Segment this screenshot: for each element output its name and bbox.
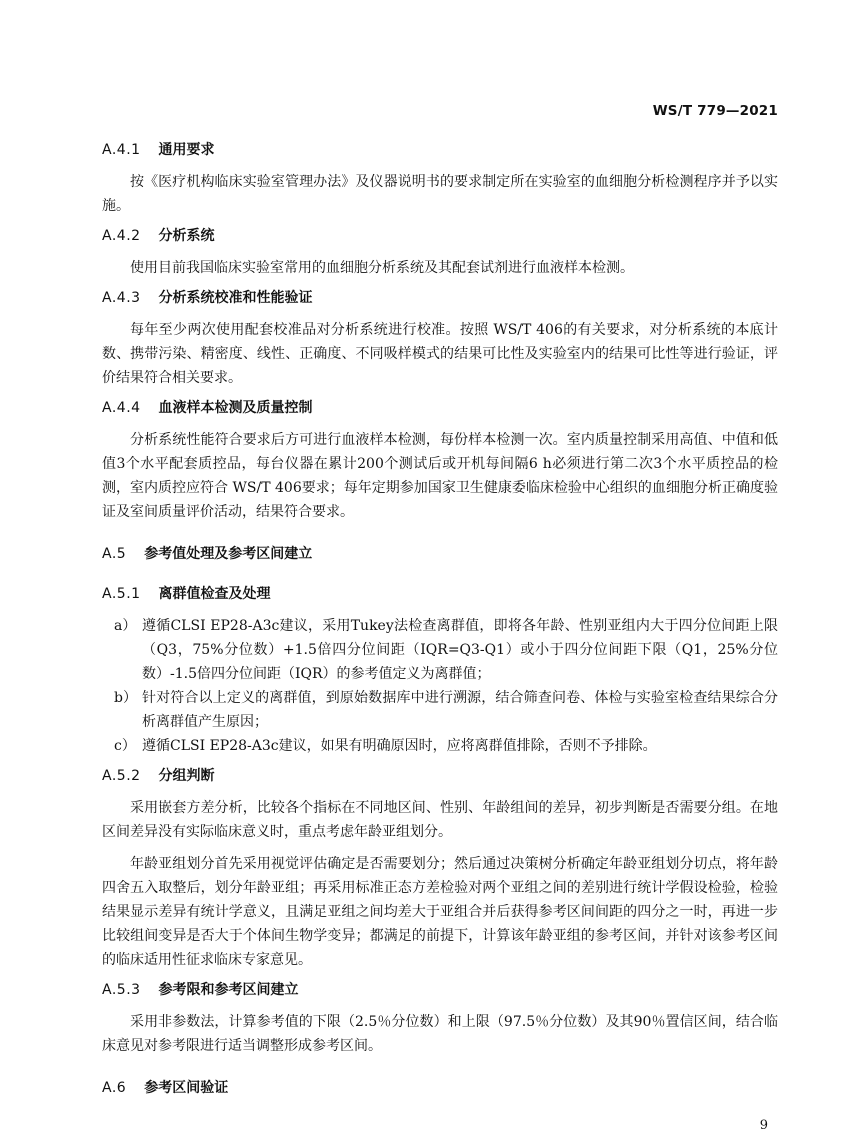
list-item (102, 734, 778, 758)
heading-a443 (102, 288, 778, 308)
heading-a53 (102, 980, 778, 1000)
heading-number: A.5.1 (102, 586, 141, 602)
list-item (102, 686, 778, 734)
heading-number: A.4.2 (102, 228, 141, 244)
list-item (102, 614, 778, 686)
heading-title: 参考区间验证 (144, 1080, 229, 1096)
heading-title: 离群值检查及处理 (158, 586, 271, 602)
heading-number: A.5.2 (102, 768, 141, 784)
list-marker: b） (114, 690, 137, 706)
heading-a442 (102, 226, 778, 246)
outlier-list (102, 614, 778, 758)
heading-a441 (102, 140, 778, 160)
paragraph: 使用目前我国临床实验室常用的血细胞分析系统及其配套试剂进行血液样本检测。 (130, 260, 634, 276)
heading-number: A.4.1 (102, 142, 141, 158)
heading-title: 分析系统校准和性能验证 (158, 290, 313, 306)
heading-title: 分组判断 (158, 768, 215, 784)
list-marker: c） (114, 738, 136, 754)
list-item-text: 遵循CLSI EP28-A3c建议，如果有明确原因时，应将离群值排除，否则不予排除。 (142, 738, 657, 754)
paragraph: 采用嵌套方差分析，比较各个指标在不同地区间、性别、年龄组间的差异，初步判断是否需要分组。在地区间差异没有实际临床意义时，重点考虑年龄亚组划分。 (102, 800, 778, 840)
heading-a5 (102, 544, 778, 564)
heading-title: 参考值处理及参考区间建立 (144, 546, 313, 562)
document-body (102, 140, 778, 1098)
heading-number: A.4.4 (102, 400, 141, 416)
paragraph: 年龄亚组划分首先采用视觉评估确定是否需要划分；然后通过决策树分析确定年龄亚组划分切点，将年龄四舍五入取整后，划分年龄亚组；再采用标准正态方差检验对两个亚组之间的差别进行统计学假设检验，检验结果显示差异有统计学意义，且满足亚组之间均差大于亚组合并后获得参考区间间距的四分之一时，再进一步比较组间变异是否大于个体间生物学变异；都满足的前提下，计算该年龄亚组的参考区间，并针对该参考区间的临床适用性征求临床专家意见。 (102, 856, 778, 968)
standard-code: WS/T 779—2021 (652, 103, 778, 119)
paragraph: 分析系统性能符合要求后方可进行血液样本检测，每份样本检测一次。室内质量控制采用高值、中值和低值3个水平配套质控品，每台仪器在累计200个测试后或开机每间隔6 h必须进行第二次3个水平质控品的检测，室内质控应符合 WS/T 406要求；每年定期参加国家卫生健康委临床检验中心组织的血细胞分析正确度验证及室间质量评价活动，结果符合要求。 (102, 432, 778, 520)
heading-title: 参考限和参考区间建立 (158, 982, 299, 998)
heading-title: 血液样本检测及质量控制 (158, 400, 313, 416)
paragraph: 每年至少两次使用配套校准品对分析系统进行校准。按照 WS/T 406的有关要求，对分析系统的本底计数、携带污染、精密度、线性、正确度、不同吸样模式的结果可比性及实验室内的结果可比性等进行验证，评价结果符合相关要求。 (102, 322, 778, 386)
paragraph: 按《医疗机构临床实验室管理办法》及仪器说明书的要求制定所在实验室的血细胞分析检测程序并予以实施。 (102, 174, 778, 214)
heading-number: A.5 (102, 546, 127, 562)
heading-number: A.4.3 (102, 290, 141, 306)
heading-number: A.5.3 (102, 982, 141, 998)
heading-a52 (102, 766, 778, 786)
heading-a444 (102, 398, 778, 418)
list-item-text: 遵循CLSI EP28-A3c建议，采用Tukey法检查离群值，即将各年龄、性别亚组内大于四分位间距上限（Q3，75%分位数）+1.5倍四分位间距（IQR=Q3-Q1）或小于四分位间距下限（Q1，25%分位数）-1.5倍四分位间距（IQR）的参考值定义为离群值； (142, 618, 778, 682)
heading-title: 分析系统 (158, 228, 215, 244)
heading-a51 (102, 584, 778, 604)
list-marker: a） (114, 618, 137, 634)
page-number: 9 (759, 1118, 768, 1133)
heading-number: A.6 (102, 1080, 127, 1096)
paragraph: 采用非参数法，计算参考值的下限（2.5％分位数）和上限（97.5％分位数）及其90％置信区间，结合临床意见对参考限进行适当调整形成参考区间。 (102, 1014, 778, 1054)
heading-a6 (102, 1078, 778, 1098)
heading-title: 通用要求 (158, 142, 215, 158)
list-item-text: 针对符合以上定义的离群值，到原始数据库中进行溯源，结合筛查问卷、体检与实验室检查结果综合分析离群值产生原因； (142, 690, 778, 730)
